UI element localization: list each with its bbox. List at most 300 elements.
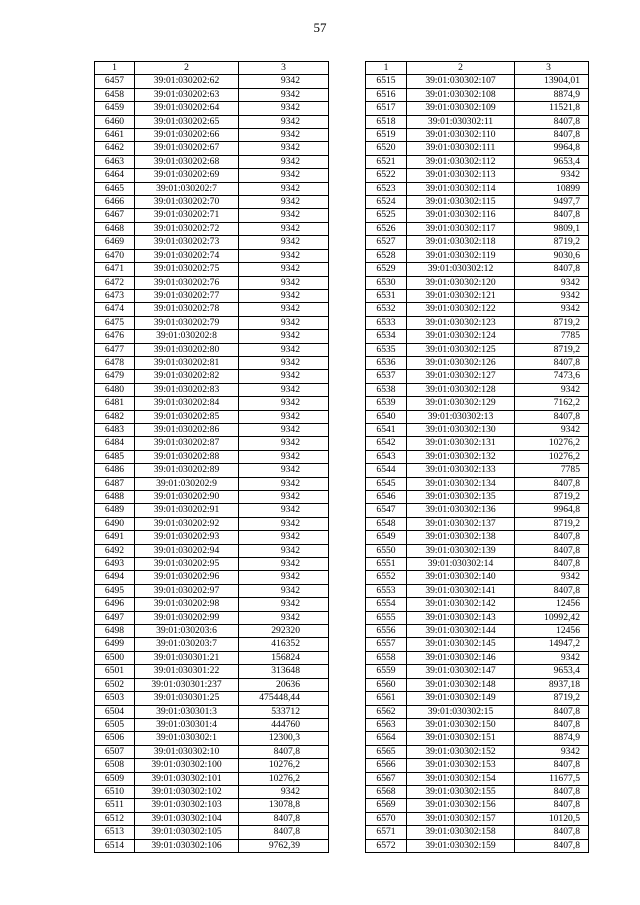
cadastral-number-cell: 39:01:030302:113 [407, 169, 515, 182]
cadastral-number-cell: 39:01:030302:128 [407, 383, 515, 396]
row-number-cell: 6496 [95, 598, 135, 611]
cadastral-number-cell: 39:01:030302:148 [407, 678, 515, 691]
cadastral-number-cell: 39:01:030202:63 [135, 88, 239, 101]
cadastral-number-cell: 39:01:030302:1 [135, 732, 239, 745]
row-number-cell: 6508 [95, 759, 135, 772]
row-number-cell: 6510 [95, 785, 135, 798]
cadastral-number-cell: 39:01:030302:110 [407, 129, 515, 142]
value-cell: 9342 [515, 276, 589, 289]
table-row [366, 544, 589, 557]
table-row [366, 249, 589, 262]
value-cell: 9342 [239, 410, 329, 423]
table-row [95, 263, 329, 276]
row-number-cell: 6553 [366, 584, 407, 597]
value-cell: 12300,3 [239, 732, 329, 745]
cadastral-number-cell: 39:01:030202:82 [135, 370, 239, 383]
cadastral-number-cell: 39:01:030302:127 [407, 370, 515, 383]
table-row [366, 196, 589, 209]
row-number-cell: 6488 [95, 491, 135, 504]
table-row [95, 571, 329, 584]
table-row [366, 464, 589, 477]
row-number-cell: 6464 [95, 169, 135, 182]
cadastral-number-cell: 39:01:030202:8 [135, 330, 239, 343]
table-row [366, 705, 589, 718]
row-number-cell: 6517 [366, 102, 407, 115]
cadastral-number-cell: 39:01:030302:140 [407, 571, 515, 584]
value-cell: 156824 [239, 651, 329, 664]
row-number-cell: 6520 [366, 142, 407, 155]
cadastral-number-cell: 39:01:030302:159 [407, 839, 515, 852]
row-number-cell: 6494 [95, 571, 135, 584]
value-cell: 9497,7 [515, 196, 589, 209]
cadastral-number-cell: 39:01:030302:122 [407, 303, 515, 316]
table-row [95, 544, 329, 557]
row-number-cell: 6549 [366, 531, 407, 544]
cadastral-number-cell: 39:01:030302:141 [407, 584, 515, 597]
table-row [366, 102, 589, 115]
column-header: 2 [407, 62, 515, 75]
cadastral-number-cell: 39:01:030302:132 [407, 450, 515, 463]
value-cell: 8407,8 [515, 477, 589, 490]
cadastral-number-cell: 39:01:030202:83 [135, 383, 239, 396]
value-cell: 9342 [239, 155, 329, 168]
value-cell: 10899 [515, 182, 589, 195]
row-number-cell: 6558 [366, 651, 407, 664]
cadastral-number-cell: 39:01:030202:84 [135, 397, 239, 410]
table-row [366, 718, 589, 731]
value-cell: 11677,5 [515, 772, 589, 785]
table-row [366, 169, 589, 182]
cadastral-number-cell: 39:01:030302:134 [407, 477, 515, 490]
cadastral-number-cell: 39:01:030302:105 [135, 826, 239, 839]
table-row [95, 584, 329, 597]
row-number-cell: 6506 [95, 732, 135, 745]
value-cell: 9342 [239, 491, 329, 504]
table-row [95, 732, 329, 745]
row-number-cell: 6466 [95, 196, 135, 209]
table-row [95, 491, 329, 504]
row-number-cell: 6515 [366, 75, 407, 88]
table-row [95, 665, 329, 678]
value-cell: 9342 [515, 423, 589, 436]
value-cell: 8407,8 [515, 129, 589, 142]
value-cell: 8407,8 [515, 839, 589, 852]
row-number-cell: 6492 [95, 544, 135, 557]
row-number-cell: 6502 [95, 678, 135, 691]
cadastral-number-cell: 39:01:030202:88 [135, 450, 239, 463]
row-number-cell: 6500 [95, 651, 135, 664]
value-cell: 9342 [515, 303, 589, 316]
value-cell: 475448,44 [239, 692, 329, 705]
value-cell: 9342 [515, 745, 589, 758]
row-number-cell: 6476 [95, 330, 135, 343]
table-row [366, 370, 589, 383]
row-number-cell: 6522 [366, 169, 407, 182]
value-cell: 8407,8 [515, 209, 589, 222]
cadastral-number-cell: 39:01:030202:81 [135, 356, 239, 369]
cadastral-number-cell: 39:01:030302:104 [135, 812, 239, 825]
cadastral-number-cell: 39:01:030202:75 [135, 263, 239, 276]
table-row [95, 155, 329, 168]
value-cell: 7473,6 [515, 370, 589, 383]
row-number-cell: 6561 [366, 692, 407, 705]
value-cell: 13904,01 [515, 75, 589, 88]
table-row [95, 129, 329, 142]
column-header: 3 [515, 62, 589, 75]
table-row [95, 651, 329, 664]
row-number-cell: 6536 [366, 356, 407, 369]
table-row [366, 625, 589, 638]
row-number-cell: 6471 [95, 263, 135, 276]
table-row [366, 558, 589, 571]
cadastral-number-cell: 39:01:030301:237 [135, 678, 239, 691]
row-number-cell: 6568 [366, 785, 407, 798]
table-row [366, 129, 589, 142]
cadastral-number-cell: 39:01:030202:77 [135, 289, 239, 302]
table-row [95, 142, 329, 155]
row-number-cell: 6493 [95, 558, 135, 571]
cadastral-number-cell: 39:01:030203:7 [135, 638, 239, 651]
row-number-cell: 6513 [95, 826, 135, 839]
table-row [366, 491, 589, 504]
row-number-cell: 6507 [95, 745, 135, 758]
row-number-cell: 6560 [366, 678, 407, 691]
row-number-cell: 6548 [366, 517, 407, 530]
cadastral-number-cell: 39:01:030302:109 [407, 102, 515, 115]
row-number-cell: 6564 [366, 732, 407, 745]
row-number-cell: 6489 [95, 504, 135, 517]
cadastral-number-cell: 39:01:030202:79 [135, 316, 239, 329]
table-row [366, 826, 589, 839]
row-number-cell: 6505 [95, 718, 135, 731]
table-row [95, 370, 329, 383]
table-row [366, 316, 589, 329]
row-number-cell: 6529 [366, 263, 407, 276]
table-row [95, 772, 329, 785]
table-row [95, 625, 329, 638]
row-number-cell: 6504 [95, 705, 135, 718]
cadastral-number-cell: 39:01:030301:4 [135, 718, 239, 731]
row-number-cell: 6532 [366, 303, 407, 316]
value-cell: 9342 [239, 464, 329, 477]
row-number-cell: 6550 [366, 544, 407, 557]
cadastral-number-cell: 39:01:030302:102 [135, 785, 239, 798]
value-cell: 8407,8 [515, 705, 589, 718]
cadastral-number-cell: 39:01:030202:76 [135, 276, 239, 289]
row-number-cell: 6567 [366, 772, 407, 785]
table-row [366, 759, 589, 772]
cadastral-number-cell: 39:01:030301:25 [135, 692, 239, 705]
row-number-cell: 6512 [95, 812, 135, 825]
cadastral-number-cell: 39:01:030302:14 [407, 558, 515, 571]
table-row [366, 477, 589, 490]
row-number-cell: 6521 [366, 155, 407, 168]
table-row [366, 343, 589, 356]
value-cell: 13078,8 [239, 799, 329, 812]
table-row [366, 732, 589, 745]
value-cell: 8874,9 [515, 88, 589, 101]
cadastral-number-cell: 39:01:030202:86 [135, 423, 239, 436]
column-header: 3 [239, 62, 329, 75]
row-number-cell: 6463 [95, 155, 135, 168]
table-header-row [366, 62, 589, 75]
row-number-cell: 6524 [366, 196, 407, 209]
value-cell: 20636 [239, 678, 329, 691]
cadastral-number-cell: 39:01:030202:94 [135, 544, 239, 557]
table-row [95, 558, 329, 571]
value-cell: 8719,2 [515, 692, 589, 705]
column-header: 1 [366, 62, 407, 75]
row-number-cell: 6501 [95, 665, 135, 678]
table-row [95, 517, 329, 530]
value-cell: 9342 [239, 611, 329, 624]
table-row [95, 75, 329, 88]
value-cell: 8407,8 [515, 356, 589, 369]
row-number-cell: 6495 [95, 584, 135, 597]
value-cell: 8407,8 [239, 745, 329, 758]
value-cell: 9342 [239, 222, 329, 235]
table-row [366, 155, 589, 168]
value-cell: 8407,8 [515, 826, 589, 839]
table-row [366, 88, 589, 101]
table-body [366, 62, 589, 853]
cadastral-number-cell: 39:01:030202:74 [135, 249, 239, 262]
value-cell: 9342 [515, 651, 589, 664]
table-row [95, 705, 329, 718]
value-cell: 9342 [239, 584, 329, 597]
value-cell: 9342 [515, 289, 589, 302]
cadastral-number-cell: 39:01:030302:135 [407, 491, 515, 504]
row-number-cell: 6468 [95, 222, 135, 235]
table-row [95, 222, 329, 235]
value-cell: 9342 [239, 504, 329, 517]
value-cell: 10120,5 [515, 812, 589, 825]
row-number-cell: 6571 [366, 826, 407, 839]
value-cell: 8407,8 [515, 410, 589, 423]
cadastral-number-cell: 39:01:030302:119 [407, 249, 515, 262]
value-cell: 8719,2 [515, 517, 589, 530]
row-number-cell: 6465 [95, 182, 135, 195]
value-cell: 9342 [239, 249, 329, 262]
row-number-cell: 6528 [366, 249, 407, 262]
row-number-cell: 6473 [95, 289, 135, 302]
value-cell: 9342 [239, 531, 329, 544]
row-number-cell: 6511 [95, 799, 135, 812]
cadastral-number-cell: 39:01:030202:9 [135, 477, 239, 490]
row-number-cell: 6535 [366, 343, 407, 356]
table-row [366, 222, 589, 235]
cadastral-number-cell: 39:01:030302:107 [407, 75, 515, 88]
value-cell: 9653,4 [515, 665, 589, 678]
value-cell: 10276,2 [239, 759, 329, 772]
value-cell: 9342 [239, 423, 329, 436]
cadastral-number-cell: 39:01:030302:138 [407, 531, 515, 544]
table-row [95, 598, 329, 611]
row-number-cell: 6469 [95, 236, 135, 249]
row-number-cell: 6539 [366, 397, 407, 410]
value-cell: 9964,8 [515, 142, 589, 155]
row-number-cell: 6534 [366, 330, 407, 343]
table-row [366, 839, 589, 852]
cadastral-number-cell: 39:01:030202:67 [135, 142, 239, 155]
cadastral-number-cell: 39:01:030202:93 [135, 531, 239, 544]
row-number-cell: 6530 [366, 276, 407, 289]
value-cell: 8407,8 [515, 759, 589, 772]
row-number-cell: 6554 [366, 598, 407, 611]
cadastral-number-cell: 39:01:030302:155 [407, 785, 515, 798]
value-cell: 9653,4 [515, 155, 589, 168]
cadastral-number-cell: 39:01:030302:150 [407, 718, 515, 731]
cadastral-number-cell: 39:01:030202:73 [135, 236, 239, 249]
table-row [95, 249, 329, 262]
value-cell: 9342 [239, 558, 329, 571]
table-row [95, 410, 329, 423]
table-row [366, 651, 589, 664]
row-number-cell: 6458 [95, 88, 135, 101]
cadastral-number-cell: 39:01:030301:21 [135, 651, 239, 664]
cadastral-number-cell: 39:01:030302:111 [407, 142, 515, 155]
page-number: 57 [313, 20, 327, 35]
row-number-cell: 6544 [366, 464, 407, 477]
table-row [366, 785, 589, 798]
value-cell: 14947,2 [515, 638, 589, 651]
row-number-cell: 6490 [95, 517, 135, 530]
value-cell: 9342 [239, 142, 329, 155]
cadastral-number-cell: 39:01:030202:71 [135, 209, 239, 222]
row-number-cell: 6572 [366, 839, 407, 852]
row-number-cell: 6479 [95, 370, 135, 383]
cadastral-number-cell: 39:01:030302:15 [407, 705, 515, 718]
value-cell: 9342 [239, 115, 329, 128]
value-cell: 8719,2 [515, 343, 589, 356]
table-row [95, 812, 329, 825]
row-number-cell: 6478 [95, 356, 135, 369]
row-number-cell: 6519 [366, 129, 407, 142]
table-body [95, 62, 329, 853]
table-row [95, 169, 329, 182]
table-row [95, 638, 329, 651]
table-row [95, 356, 329, 369]
cadastral-number-cell: 39:01:030302:137 [407, 517, 515, 530]
table-row [95, 839, 329, 852]
cadastral-number-cell: 39:01:030202:78 [135, 303, 239, 316]
cadastral-number-cell: 39:01:030302:116 [407, 209, 515, 222]
value-cell: 7785 [515, 330, 589, 343]
cadastral-number-cell: 39:01:030202:97 [135, 584, 239, 597]
row-number-cell: 6543 [366, 450, 407, 463]
row-number-cell: 6498 [95, 625, 135, 638]
row-number-cell: 6565 [366, 745, 407, 758]
value-cell: 9342 [239, 182, 329, 195]
value-cell: 8407,8 [515, 115, 589, 128]
cadastral-number-cell: 39:01:030301:3 [135, 705, 239, 718]
row-number-cell: 6531 [366, 289, 407, 302]
row-number-cell: 6569 [366, 799, 407, 812]
value-cell: 9964,8 [515, 504, 589, 517]
value-cell: 8407,8 [515, 558, 589, 571]
table-row [95, 611, 329, 624]
value-cell: 9342 [239, 75, 329, 88]
cadastral-number-cell: 39:01:030302:136 [407, 504, 515, 517]
table-row [366, 584, 589, 597]
table-row [366, 611, 589, 624]
value-cell: 9342 [239, 276, 329, 289]
row-number-cell: 6477 [95, 343, 135, 356]
value-cell: 9342 [239, 196, 329, 209]
value-cell: 8719,2 [515, 316, 589, 329]
value-cell: 9342 [239, 263, 329, 276]
cadastral-number-cell: 39:01:030302:117 [407, 222, 515, 235]
value-cell: 8407,8 [515, 263, 589, 276]
value-cell: 8407,8 [515, 785, 589, 798]
cadastral-number-cell: 39:01:030202:70 [135, 196, 239, 209]
data-table-right [365, 61, 589, 853]
value-cell: 10276,2 [515, 437, 589, 450]
row-number-cell: 6457 [95, 75, 135, 88]
row-number-cell: 6470 [95, 249, 135, 262]
row-number-cell: 6486 [95, 464, 135, 477]
table-row [95, 423, 329, 436]
cadastral-number-cell: 39:01:030202:80 [135, 343, 239, 356]
value-cell: 8407,8 [515, 584, 589, 597]
value-cell: 9342 [515, 383, 589, 396]
row-number-cell: 6480 [95, 383, 135, 396]
row-number-cell: 6538 [366, 383, 407, 396]
cadastral-number-cell: 39:01:030302:143 [407, 611, 515, 624]
cadastral-number-cell: 39:01:030302:114 [407, 182, 515, 195]
value-cell: 9342 [239, 303, 329, 316]
cadastral-number-cell: 39:01:030302:151 [407, 732, 515, 745]
value-cell: 8719,2 [515, 236, 589, 249]
value-cell: 9342 [239, 437, 329, 450]
cadastral-number-cell: 39:01:030302:124 [407, 330, 515, 343]
value-cell: 9342 [239, 450, 329, 463]
value-cell: 9342 [239, 289, 329, 302]
cadastral-number-cell: 39:01:030302:108 [407, 88, 515, 101]
table-row [95, 289, 329, 302]
value-cell: 292320 [239, 625, 329, 638]
value-cell: 10992,42 [515, 611, 589, 624]
table-row [366, 571, 589, 584]
table-row [95, 343, 329, 356]
row-number-cell: 6542 [366, 437, 407, 450]
row-number-cell: 6487 [95, 477, 135, 490]
cadastral-number-cell: 39:01:030302:13 [407, 410, 515, 423]
cadastral-number-cell: 39:01:030202:91 [135, 504, 239, 517]
cadastral-number-cell: 39:01:030202:85 [135, 410, 239, 423]
row-number-cell: 6523 [366, 182, 407, 195]
value-cell: 8407,8 [515, 531, 589, 544]
value-cell: 9030,6 [515, 249, 589, 262]
cadastral-number-cell: 39:01:030202:7 [135, 182, 239, 195]
table-row [95, 182, 329, 195]
row-number-cell: 6566 [366, 759, 407, 772]
cadastral-number-cell: 39:01:030302:115 [407, 196, 515, 209]
cadastral-number-cell: 39:01:030302:156 [407, 799, 515, 812]
cadastral-number-cell: 39:01:030302:12 [407, 263, 515, 276]
row-number-cell: 6546 [366, 491, 407, 504]
data-table-left [94, 61, 329, 853]
row-number-cell: 6509 [95, 772, 135, 785]
table-row [95, 316, 329, 329]
row-number-cell: 6525 [366, 209, 407, 222]
cadastral-number-cell: 39:01:030202:90 [135, 491, 239, 504]
row-number-cell: 6514 [95, 839, 135, 852]
row-number-cell: 6555 [366, 611, 407, 624]
table-row [366, 236, 589, 249]
cadastral-number-cell: 39:01:030202:64 [135, 102, 239, 115]
row-number-cell: 6497 [95, 611, 135, 624]
